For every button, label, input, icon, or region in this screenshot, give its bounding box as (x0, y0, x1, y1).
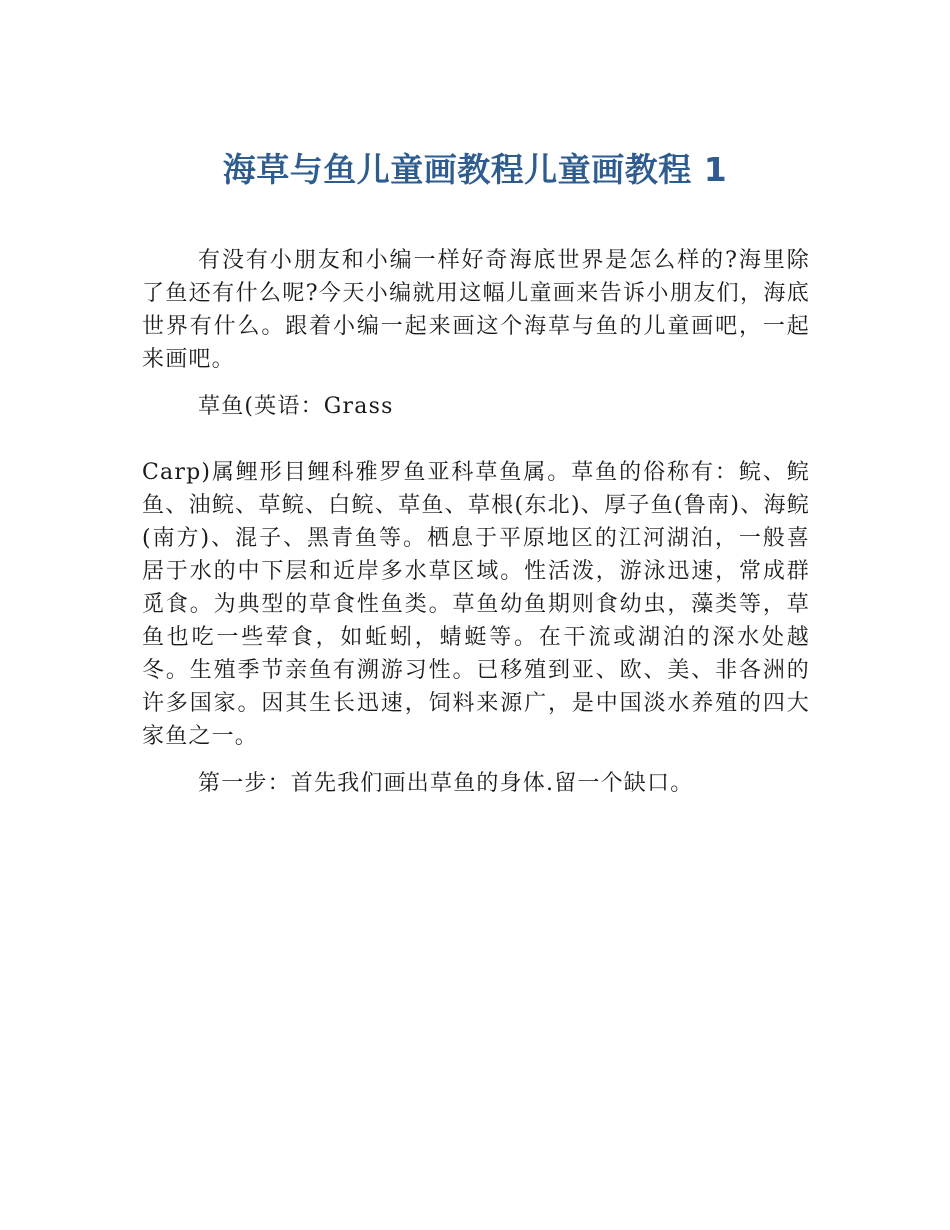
document-body (142, 244, 810, 800)
grass-carp-description-paragraph: Carp)属鲤形目鲤科雅罗鱼亚科草鱼属。草鱼的俗称有：鲩、鲩鱼、油鲩、草鲩、白鲩、草鱼、草根(东北)、厚子鱼(鲁南)、海鲩(南方)、混子、黑青鱼等。栖息于平原地区的江河湖泊，一般喜居于水的中下层和近岸多水草区域。性活泼，游泳迅速，常成群觅食。为典型的草食性鱼类。草鱼幼鱼期则食幼虫，藻类等，草鱼也吃一些荤食，如蚯蚓，蜻蜓等。在干流或湖泊的深水处越冬。生殖季节亲鱼有溯游习性。已移殖到亚、欧、美、非各洲的许多国家。因其生长迅速，饲料来源广，是中国淡水养殖的四大家鱼之一。 (142, 460, 810, 749)
page-title: 海草与鱼儿童画教程儿童画教程 1 (222, 150, 728, 189)
intro-paragraph: 有没有小朋友和小编一样好奇海底世界是怎么样的?海里除了鱼还有什么呢?今天小编就用这幅儿童画来告诉小朋友们，海底世界有什么。跟着小编一起来画这个海草与鱼的儿童画吧，一起来画吧。 (142, 248, 810, 372)
step-one-paragraph: 第一步：首先我们画出草鱼的身体.留一个缺口。 (198, 771, 694, 796)
grass-carp-heading-line: 草鱼(英语：Grass (198, 394, 394, 419)
